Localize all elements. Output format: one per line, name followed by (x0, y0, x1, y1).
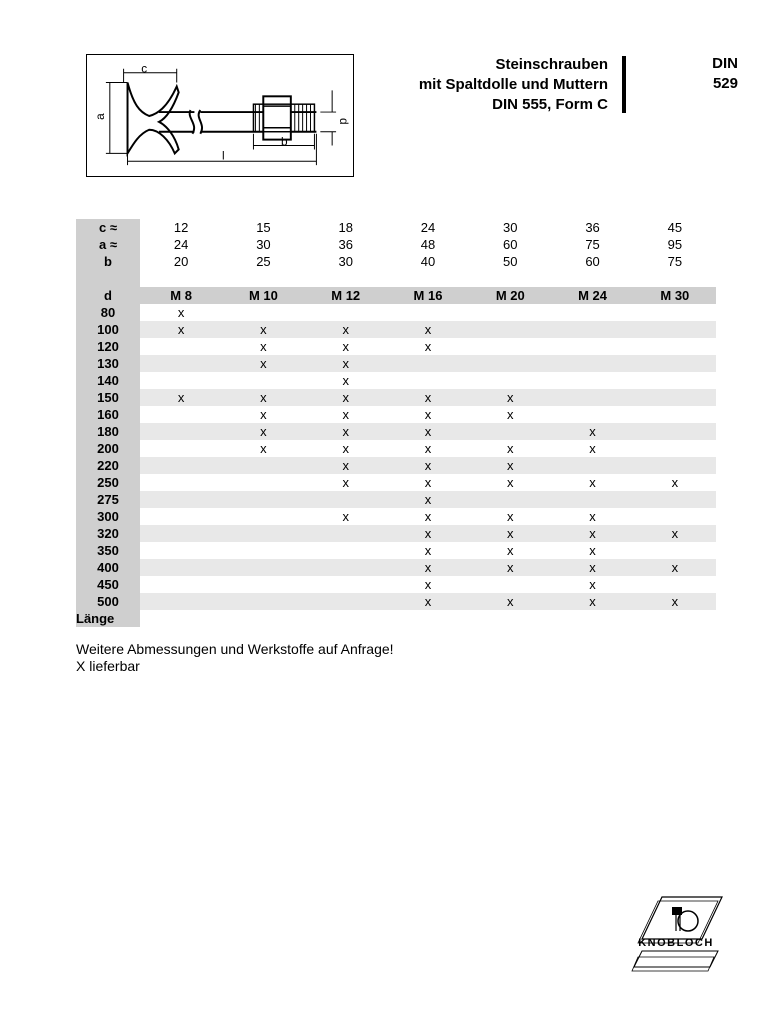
length-label: 160 (76, 406, 140, 423)
availability-cell: x (634, 559, 716, 576)
dim-c-value: 12 (173, 220, 189, 235)
availability-cell (634, 576, 716, 593)
availability-cell (305, 593, 387, 610)
table-row (76, 542, 716, 559)
availability-cell (551, 338, 633, 355)
length-label: 275 (76, 491, 140, 508)
availability-cell: x (424, 509, 432, 524)
dim-b-value: 20 (173, 254, 189, 269)
availability-cell: x (387, 593, 469, 610)
availability-cell: x (342, 407, 349, 422)
availability-cell (387, 372, 469, 389)
dim-c-value: 36 (585, 220, 600, 235)
din-number: 529 (712, 75, 738, 92)
availability-cell (140, 559, 222, 576)
availability-cell (222, 542, 304, 559)
din-label: DIN (712, 55, 738, 72)
table-row (76, 406, 716, 423)
availability-cell: x (589, 441, 596, 456)
availability-cell (634, 423, 716, 440)
availability-cell: x (305, 355, 387, 372)
knobloch-logo (628, 895, 724, 975)
availability-cell (634, 508, 716, 525)
availability-cell: x (589, 543, 596, 558)
availability-cell (469, 304, 551, 321)
label-a: a (92, 113, 107, 120)
availability-cell (634, 491, 716, 508)
length-label: 450 (76, 576, 140, 593)
table-row (76, 304, 716, 321)
availability-cell (222, 593, 304, 610)
availability-cell: x (177, 305, 185, 320)
availability-cell (305, 304, 387, 321)
length-label: 80 (76, 304, 140, 321)
dim-a-value: 95 (667, 237, 683, 252)
availability-cell: x (634, 593, 716, 610)
availability-cell: x (469, 457, 551, 474)
label-l: l (221, 148, 225, 163)
availability-cell: x (589, 509, 596, 524)
length-label: 250 (76, 474, 140, 491)
availability-cell: x (342, 339, 349, 354)
availability-cell: x (507, 543, 514, 558)
availability-cell: x (589, 475, 596, 490)
availability-cell (140, 457, 222, 474)
dim-c-value: 15 (256, 220, 271, 235)
availability-cell: x (469, 389, 551, 406)
availability-cell (140, 508, 222, 525)
table-row (76, 440, 716, 457)
length-label: 100 (76, 321, 140, 338)
length-label: 130 (76, 355, 140, 372)
table-row (76, 423, 716, 440)
title-line-2: mit Spaltdolle und Muttern (418, 76, 608, 93)
availability-cell (469, 372, 551, 389)
availability-cell (551, 321, 633, 338)
availability-cell: x (305, 321, 387, 338)
logo-text: KNOBLOCH (638, 937, 714, 949)
availability-cell (140, 423, 222, 440)
size-header: M 20 (469, 287, 551, 304)
availability-cell (387, 355, 469, 372)
length-label: 300 (76, 508, 140, 525)
dim-b-value: 60 (585, 254, 600, 269)
availability-cell (140, 406, 222, 423)
dim-b-value: 30 (338, 254, 353, 269)
size-header: M 30 (634, 287, 716, 304)
availability-cell (140, 491, 222, 508)
dim-b-value: 40 (420, 254, 436, 269)
availability-cell: x (140, 389, 222, 406)
label-c: c (141, 61, 148, 76)
dim-a-value: 48 (420, 237, 436, 252)
availability-cell: x (551, 525, 633, 542)
corner-label-d: d (76, 287, 140, 304)
availability-cell (469, 423, 551, 440)
availability-cell: x (634, 525, 716, 542)
availability-cell: x (507, 441, 514, 456)
table-row (76, 338, 716, 355)
availability-cell (551, 355, 633, 372)
availability-cell: x (424, 339, 432, 354)
availability-cell (469, 576, 551, 593)
availability-cell: x (222, 321, 304, 338)
availability-cell (551, 491, 633, 508)
availability-cell (634, 355, 716, 372)
dim-label-c: c ≈ (76, 219, 140, 236)
availability-cell (140, 440, 222, 457)
dim-label-b: b (76, 253, 140, 270)
availability-cell (634, 406, 716, 423)
availability-cell (140, 525, 222, 542)
dim-label-a: a ≈ (76, 236, 140, 253)
availability-cell (222, 525, 304, 542)
table-row (76, 372, 716, 389)
table-row (76, 355, 716, 372)
length-label: 120 (76, 338, 140, 355)
length-label: 350 (76, 542, 140, 559)
size-header: M 10 (222, 287, 304, 304)
availability-cell: x (342, 373, 349, 388)
length-label: 140 (76, 372, 140, 389)
availability-cell (634, 542, 716, 559)
availability-cell: x (424, 475, 432, 490)
size-header: M 24 (551, 287, 633, 304)
availability-cell: x (387, 457, 469, 474)
availability-cell: x (305, 457, 387, 474)
availability-cell: x (342, 441, 349, 456)
spec-table (76, 219, 716, 627)
dim-a-value: 75 (585, 237, 600, 252)
availability-cell: x (222, 423, 304, 440)
availability-cell (551, 457, 633, 474)
availability-cell: x (140, 321, 222, 338)
availability-cell (140, 576, 222, 593)
title-line-3: DIN 555, Form C (492, 96, 608, 113)
table-row (76, 576, 716, 593)
availability-cell (305, 542, 387, 559)
availability-cell (140, 474, 222, 491)
length-label: 320 (76, 525, 140, 542)
availability-cell (551, 304, 633, 321)
availability-cell: x (387, 491, 469, 508)
availability-cell: x (342, 509, 349, 524)
availability-cell (140, 355, 222, 372)
table-row (76, 593, 716, 610)
availability-cell (140, 593, 222, 610)
availability-cell: x (469, 525, 551, 542)
note-legend: X lieferbar (76, 658, 140, 674)
length-label: 500 (76, 593, 140, 610)
availability-cell (305, 491, 387, 508)
availability-cell: x (469, 559, 551, 576)
availability-cell (222, 559, 304, 576)
label-b: b (280, 134, 288, 149)
length-label: 180 (76, 423, 140, 440)
dim-a-value: 60 (503, 237, 518, 252)
length-label: 150 (76, 389, 140, 406)
dim-a-value: 36 (338, 237, 353, 252)
table-row (76, 389, 716, 406)
table-row (76, 321, 716, 338)
availability-cell: x (424, 543, 432, 558)
availability-cell: x (507, 509, 514, 524)
table-row (76, 457, 716, 474)
length-footer-label: Länge (76, 610, 140, 627)
availability-cell: x (424, 441, 432, 456)
availability-cell (469, 321, 551, 338)
availability-cell (222, 491, 304, 508)
table-row (76, 559, 716, 576)
availability-cell (222, 474, 304, 491)
availability-cell: x (260, 339, 267, 354)
availability-cell: x (342, 475, 349, 490)
dim-c-value: 45 (667, 220, 683, 235)
availability-cell (634, 372, 716, 389)
availability-cell: x (589, 577, 596, 592)
note-availability: Weitere Abmessungen und Werkstoffe auf Anfrage! (76, 641, 394, 657)
size-header: M 12 (305, 287, 387, 304)
availability-cell: x (507, 407, 514, 422)
dim-b-value: 75 (667, 254, 683, 269)
availability-cell (634, 321, 716, 338)
dim-a-value: 24 (173, 237, 189, 252)
availability-cell: x (551, 423, 633, 440)
size-header: M 8 (140, 287, 222, 304)
table-row (76, 508, 716, 525)
availability-cell (305, 576, 387, 593)
availability-cell (634, 440, 716, 457)
size-header: M 16 (387, 287, 469, 304)
availability-cell (222, 372, 304, 389)
dim-c-value: 24 (420, 220, 436, 235)
bolt-diagram (86, 54, 354, 177)
availability-cell (222, 304, 304, 321)
availability-cell (551, 406, 633, 423)
availability-cell: x (387, 389, 469, 406)
availability-cell: x (507, 475, 514, 490)
availability-cell: x (424, 577, 432, 592)
availability-cell (634, 457, 716, 474)
availability-cell (634, 338, 716, 355)
availability-cell: x (551, 559, 633, 576)
availability-cell: x (387, 525, 469, 542)
availability-cell: x (305, 389, 387, 406)
length-label: 400 (76, 559, 140, 576)
availability-cell (634, 389, 716, 406)
availability-cell: x (387, 559, 469, 576)
availability-cell (222, 508, 304, 525)
dim-b-value: 25 (256, 254, 271, 269)
availability-cell: x (387, 321, 469, 338)
availability-cell (387, 304, 469, 321)
dim-a-value: 30 (256, 237, 271, 252)
length-label: 220 (76, 457, 140, 474)
dim-c-value: 30 (503, 220, 518, 235)
table-row (76, 474, 716, 491)
table-row (76, 491, 716, 508)
availability-cell: x (387, 423, 469, 440)
availability-cell: x (222, 355, 304, 372)
dim-c-value: 18 (338, 220, 353, 235)
availability-cell: x (671, 475, 679, 490)
availability-cell: x (551, 593, 633, 610)
availability-cell (469, 338, 551, 355)
availability-cell: x (260, 407, 267, 422)
table-row (76, 525, 716, 542)
length-label: 200 (76, 440, 140, 457)
availability-cell (305, 525, 387, 542)
availability-cell (469, 491, 551, 508)
availability-cell: x (222, 389, 304, 406)
availability-cell (222, 576, 304, 593)
availability-cell: x (424, 407, 432, 422)
availability-cell (140, 338, 222, 355)
availability-cell (140, 372, 222, 389)
availability-cell (222, 457, 304, 474)
availability-cell: x (305, 423, 387, 440)
availability-cell: x (469, 593, 551, 610)
availability-cell (469, 355, 551, 372)
label-d: d (337, 117, 352, 125)
title-divider (622, 56, 626, 113)
title-line-1: Steinschrauben (495, 56, 608, 73)
availability-cell (634, 304, 716, 321)
availability-cell (551, 372, 633, 389)
dim-b-value: 50 (503, 254, 518, 269)
availability-cell: x (260, 441, 267, 456)
availability-cell (551, 389, 633, 406)
availability-cell (140, 542, 222, 559)
availability-cell (305, 559, 387, 576)
